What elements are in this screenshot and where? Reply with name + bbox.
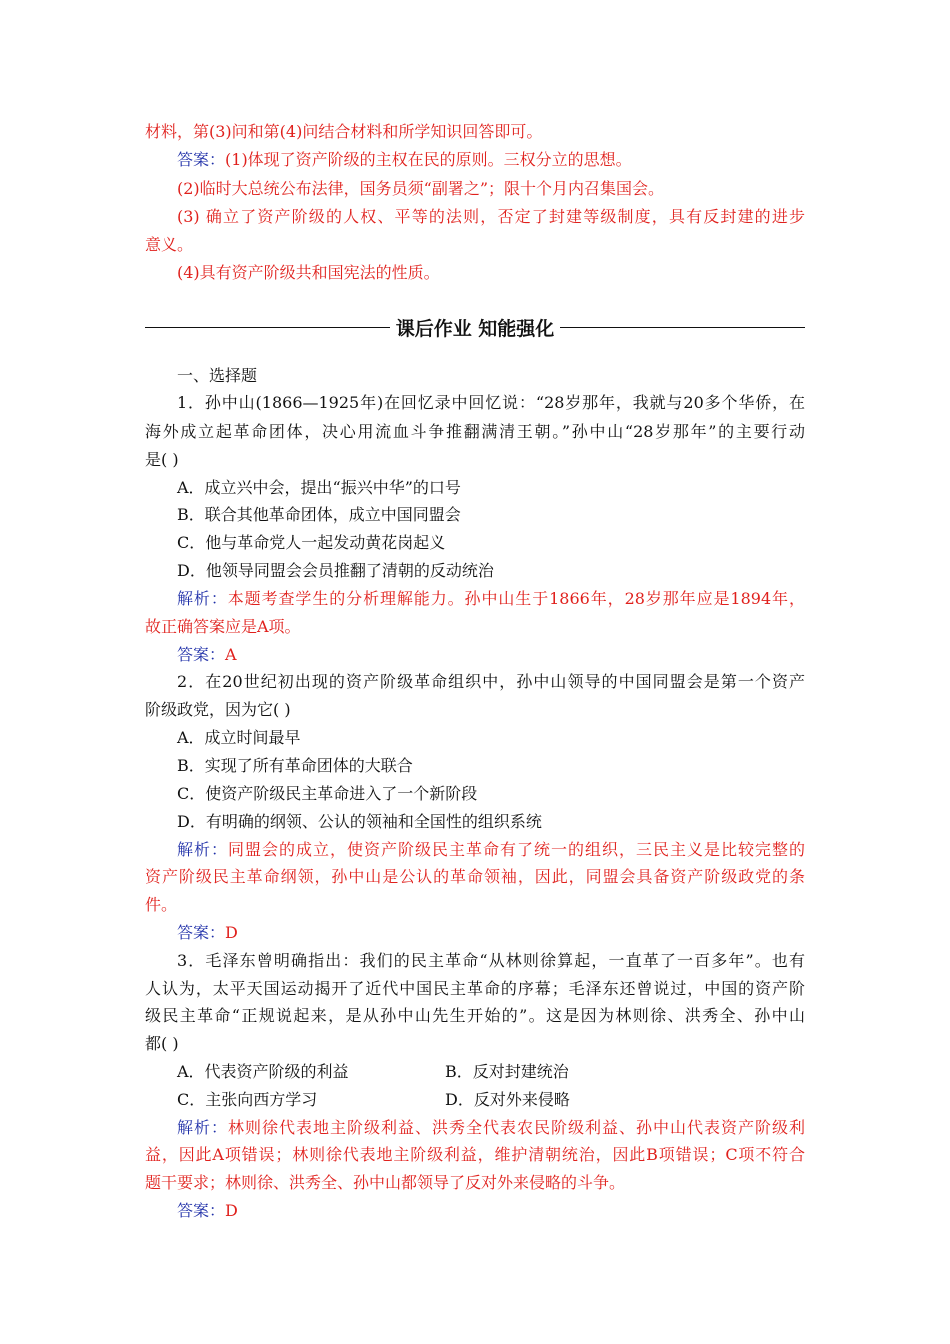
answer-label: 答案： [177, 1201, 226, 1220]
q3-analysis-line2: 益，因此A项错误；林则徐代表地主阶级利益，维护清朝统治，因此B项错误；C项不符合 [145, 1145, 805, 1164]
heading-rule-left [145, 327, 390, 328]
answer-label: 答案： [177, 923, 226, 942]
q3-analysis-line3: 题干要求；林则徐、洪秀全、孙中山都领导了反对外来侵略的斗争。 [145, 1173, 626, 1192]
intro-answer-4: (4)具有资产阶级共和国宪法的性质。 [177, 263, 440, 282]
q2-analysis-line1 [177, 838, 805, 862]
q3-option-c: C．主张向西方学习 [177, 1090, 318, 1109]
q3-answer [177, 1199, 805, 1223]
intro-line: 材料，第(3)问和第(4)问结合材料和所学知识回答即可。 [145, 122, 543, 141]
q3-stem-line1: 3．毛泽东曾明确指出：我们的民主革命“从林则徐算起，一直革了一百多年”。也有 [177, 951, 805, 970]
q3-options-row1 [177, 1060, 805, 1084]
section-heading [145, 314, 805, 340]
q3-option-a: A．代表资产阶级的利益 [177, 1062, 349, 1081]
answer-value: D [225, 923, 238, 942]
q1-stem-line2: 海外成立起革命团体，决心用流血斗争推翻满清王朝。”孙中山“28岁那年”的主要行动 [145, 422, 805, 441]
analysis-label: 解析： [177, 840, 228, 859]
q3-stem-line4: 都( ) [145, 1034, 179, 1053]
analysis-text: 林则徐代表地主阶级利益、洪秀全代表农民阶级利益、孙中山代表资产阶级利 [228, 1118, 805, 1137]
intro-answer-3-line2: 意义。 [145, 235, 194, 254]
answer-label: 答案： [177, 645, 226, 664]
answer-value: D [225, 1201, 238, 1220]
section-heading-text: 课后作业 知能强化 [395, 317, 555, 340]
analysis-label: 解析： [177, 1118, 228, 1137]
q2-answer [177, 921, 805, 945]
q1-option-b: B．联合其他革命团体，成立中国同盟会 [177, 505, 461, 524]
intro-answer-1 [177, 148, 805, 172]
answer-label: 答案： [177, 150, 226, 169]
q1-option-d: D．他领导同盟会会员推翻了清朝的反动统治 [177, 561, 494, 580]
part-title: 一、选择题 [177, 366, 258, 385]
analysis-text: 同盟会的成立，使资产阶级民主革命有了统一的组织，三民主义是比较完整的 [228, 840, 805, 859]
q3-option-d: D．反对外来侵略 [445, 1090, 570, 1109]
q1-analysis-line1 [177, 587, 805, 611]
q1-answer [177, 643, 805, 667]
q2-option-d: D．有明确的纲领、公认的领袖和全国性的组织系统 [177, 812, 542, 831]
analysis-label: 解析： [177, 589, 228, 608]
answer-text: (1)体现了资产阶级的主权在民的原则。三权分立的思想。 [225, 150, 632, 169]
intro-answer-3-line1: (3) 确立了资产阶级的人权、平等的法则，否定了封建等级制度，具有反封建的进步 [177, 207, 805, 226]
q1-analysis-line2: 故正确答案应是A项。 [145, 617, 301, 636]
q2-analysis-line2: 资产阶级民主革命纲领，孙中山是公认的革命领袖，因此，同盟会具备资产阶级政党的条 [145, 867, 805, 886]
heading-rule-right [560, 327, 805, 328]
q2-option-c: C．使资产阶级民主革命进入了一个新阶段 [177, 784, 478, 803]
analysis-text: 本题考查学生的分析理解能力。孙中山生于1866年，28岁那年应是1894年， [227, 589, 805, 608]
q2-stem-line2: 阶级政党，因为它( ) [145, 700, 291, 719]
answer-value: A [225, 645, 237, 664]
q1-option-a: A．成立兴中会，提出“振兴中华”的口号 [177, 478, 461, 497]
intro-answer-2: (2)临时大总统公布法律，国务员须“副署之”；限十个月内召集国会。 [177, 179, 665, 198]
q3-option-b: B．反对封建统治 [445, 1062, 569, 1081]
q2-stem-line1: 2．在20世纪初出现的资产阶级革命组织中，孙中山领导的中国同盟会是第一个资产 [177, 672, 805, 691]
q2-option-b: B．实现了所有革命团体的大联合 [177, 756, 413, 775]
q3-stem-line3: 级民主革命“正规说起来，是从孙中山先生开始的”。这是因为林则徐、洪秀全、孙中山 [145, 1006, 805, 1025]
q3-options-row2 [177, 1088, 805, 1112]
q3-analysis-line1 [177, 1116, 805, 1140]
q3-stem-line2: 人认为，太平天国运动揭开了近代中国民主革命的序幕；毛泽东还曾说过，中国的资产阶 [145, 979, 805, 998]
q2-analysis-line3: 件。 [145, 895, 178, 914]
q1-stem-line3: 是( ) [145, 450, 179, 469]
q1-stem-line1: 1．孙中山(1866—1925年)在回忆录中回忆说：“28岁那年，我就与20多个华侨，在 [177, 393, 805, 412]
q2-option-a: A．成立时间最早 [177, 728, 301, 747]
q1-option-c: C．他与革命党人一起发动黄花岗起义 [177, 533, 446, 552]
